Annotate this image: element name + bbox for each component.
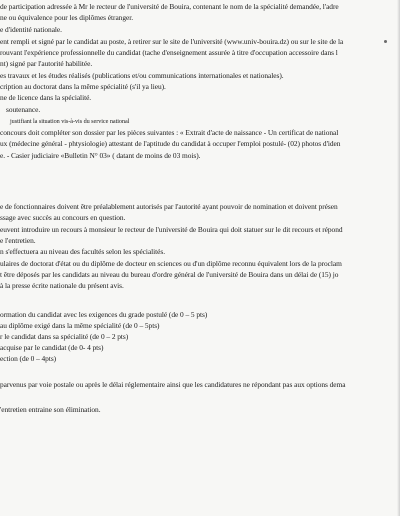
text-line: acquise par le candidat (de 0- 4 pts): [0, 343, 104, 352]
text-line: de participation adressée à Mr le recteur de l'université de Bouira, contenant le nom de la spécialité demandée, l'adre: [0, 2, 339, 11]
text-line: ssage avec succès au concours en question.: [0, 213, 126, 222]
text-line: es travaux et les études réalisés (publications et/ou communications internationales et nationales).: [0, 71, 284, 80]
text-line: à la presse écrite nationale du présent avis.: [0, 281, 124, 290]
text-line: justifiant la situation vis-à-vis du service national: [10, 118, 130, 125]
text-line: euvent introduire un recours à monsieur le recteur de l'université de Bouira qui doit statuer sur le dit recours et répond: [0, 225, 343, 234]
text-line: e d'identité nationale.: [0, 25, 62, 34]
text-line: ne de licence dans la spécialité.: [0, 93, 92, 102]
text-line: r le candidat dans sa spécialité (de 0 – 2 pts): [0, 332, 129, 341]
text-line: ection (de 0 – 4pts): [0, 354, 57, 363]
text-line: parvenus par voie postale ou après le délai réglementaire ainsi que les candidatures ne répondant pas aux options dema: [0, 380, 346, 389]
text-line: e l'entretien.: [0, 236, 36, 245]
scan-speck: [384, 40, 387, 43]
text-line: ent rempli et signé par le candidat au poste, à retirer sur le site de l'université (www.univ-bouira.dz) ou sur le site de la: [0, 37, 344, 46]
text-line: n s'effectuera au niveau des facultés selon les spécialités.: [0, 247, 166, 256]
text-line: ux (médecine général - phtysiologie) attestant de l'aptitude du candidat à occuper l'emploi postulé- (02) photos d'iden: [0, 139, 341, 148]
text-line: ne ou équivalence pour les diplômes étranger.: [0, 13, 133, 22]
text-line: nt) signé par l'autorité habilitée.: [0, 59, 93, 68]
text-line: 'entretien entraine son élimination.: [0, 405, 101, 414]
text-line: au diplôme exigé dans la même spécialité (de 0 – 5pts): [0, 321, 160, 330]
text-line: ormation du candidat avec les exigences du grade postulé (de 0 – 5 pts): [0, 310, 208, 319]
text-line: e. - Casier judiciaire «Bulletin N° 03» ( datant de moins de 03 mois).: [0, 151, 201, 160]
text-line: t être déposés par les candidats au niveau du bureau d'ordre général de l'université de Bouira dans un délai de (15) jo: [0, 270, 339, 279]
text-line: ulaires de doctorat d'état ou du diplôme de docteur en sciences ou d'un diplôme reconnu équivalent lors de la proclam: [0, 259, 342, 268]
text-line: rouvant l'expérience professionnelle du candidat (tache d'enseignement assurée à titre d'occupation accessoire dans l: [0, 48, 338, 57]
text-line: concours doit compléter son dossier par les pièces suivantes : « Extrait d'acte de naissance - Un certificat de national: [0, 128, 339, 137]
text-line: cription au doctorat dans la même spécialité (s'il ya lieu).: [0, 82, 166, 91]
text-line: e de fonctionnaires doivent être préalablement autorisés par l'autorité ayant pouvoir de nomination et doivent présen: [0, 202, 338, 211]
text-line: soutenance.: [6, 105, 41, 114]
